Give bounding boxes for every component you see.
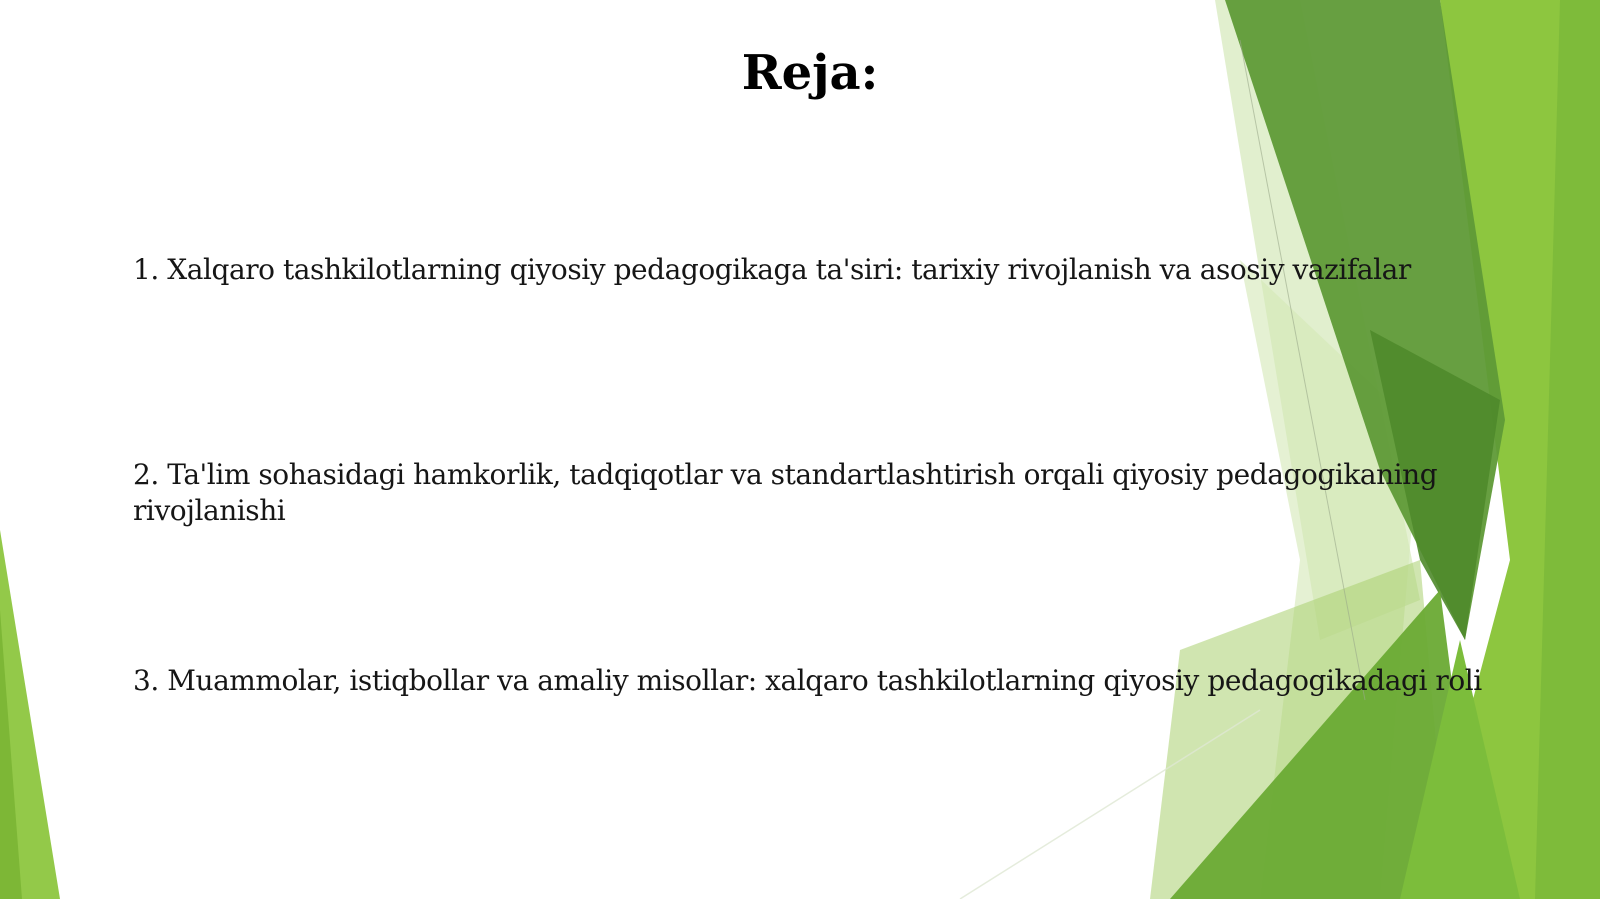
plan-item-3: 3. Muammolar, istiqbollar va amaliy misollar: xalqaro tashkilotlarning qiyosiy pedagogikadagi roli [133, 664, 1482, 697]
plan-item-1: 1. Xalqaro tashkilotlarning qiyosiy pedagogikaga ta'siri: tarixiy rivojlanish va asosiy vazifalar [133, 253, 1411, 286]
plan-item-2: 2. Ta'lim sohasidagi hamkorlik, tadqiqotlar va standartlashtirish orqali qiyosiy pedagogikaning rivojlanishi [133, 458, 1438, 527]
slide-title: Reja: [741, 45, 879, 101]
